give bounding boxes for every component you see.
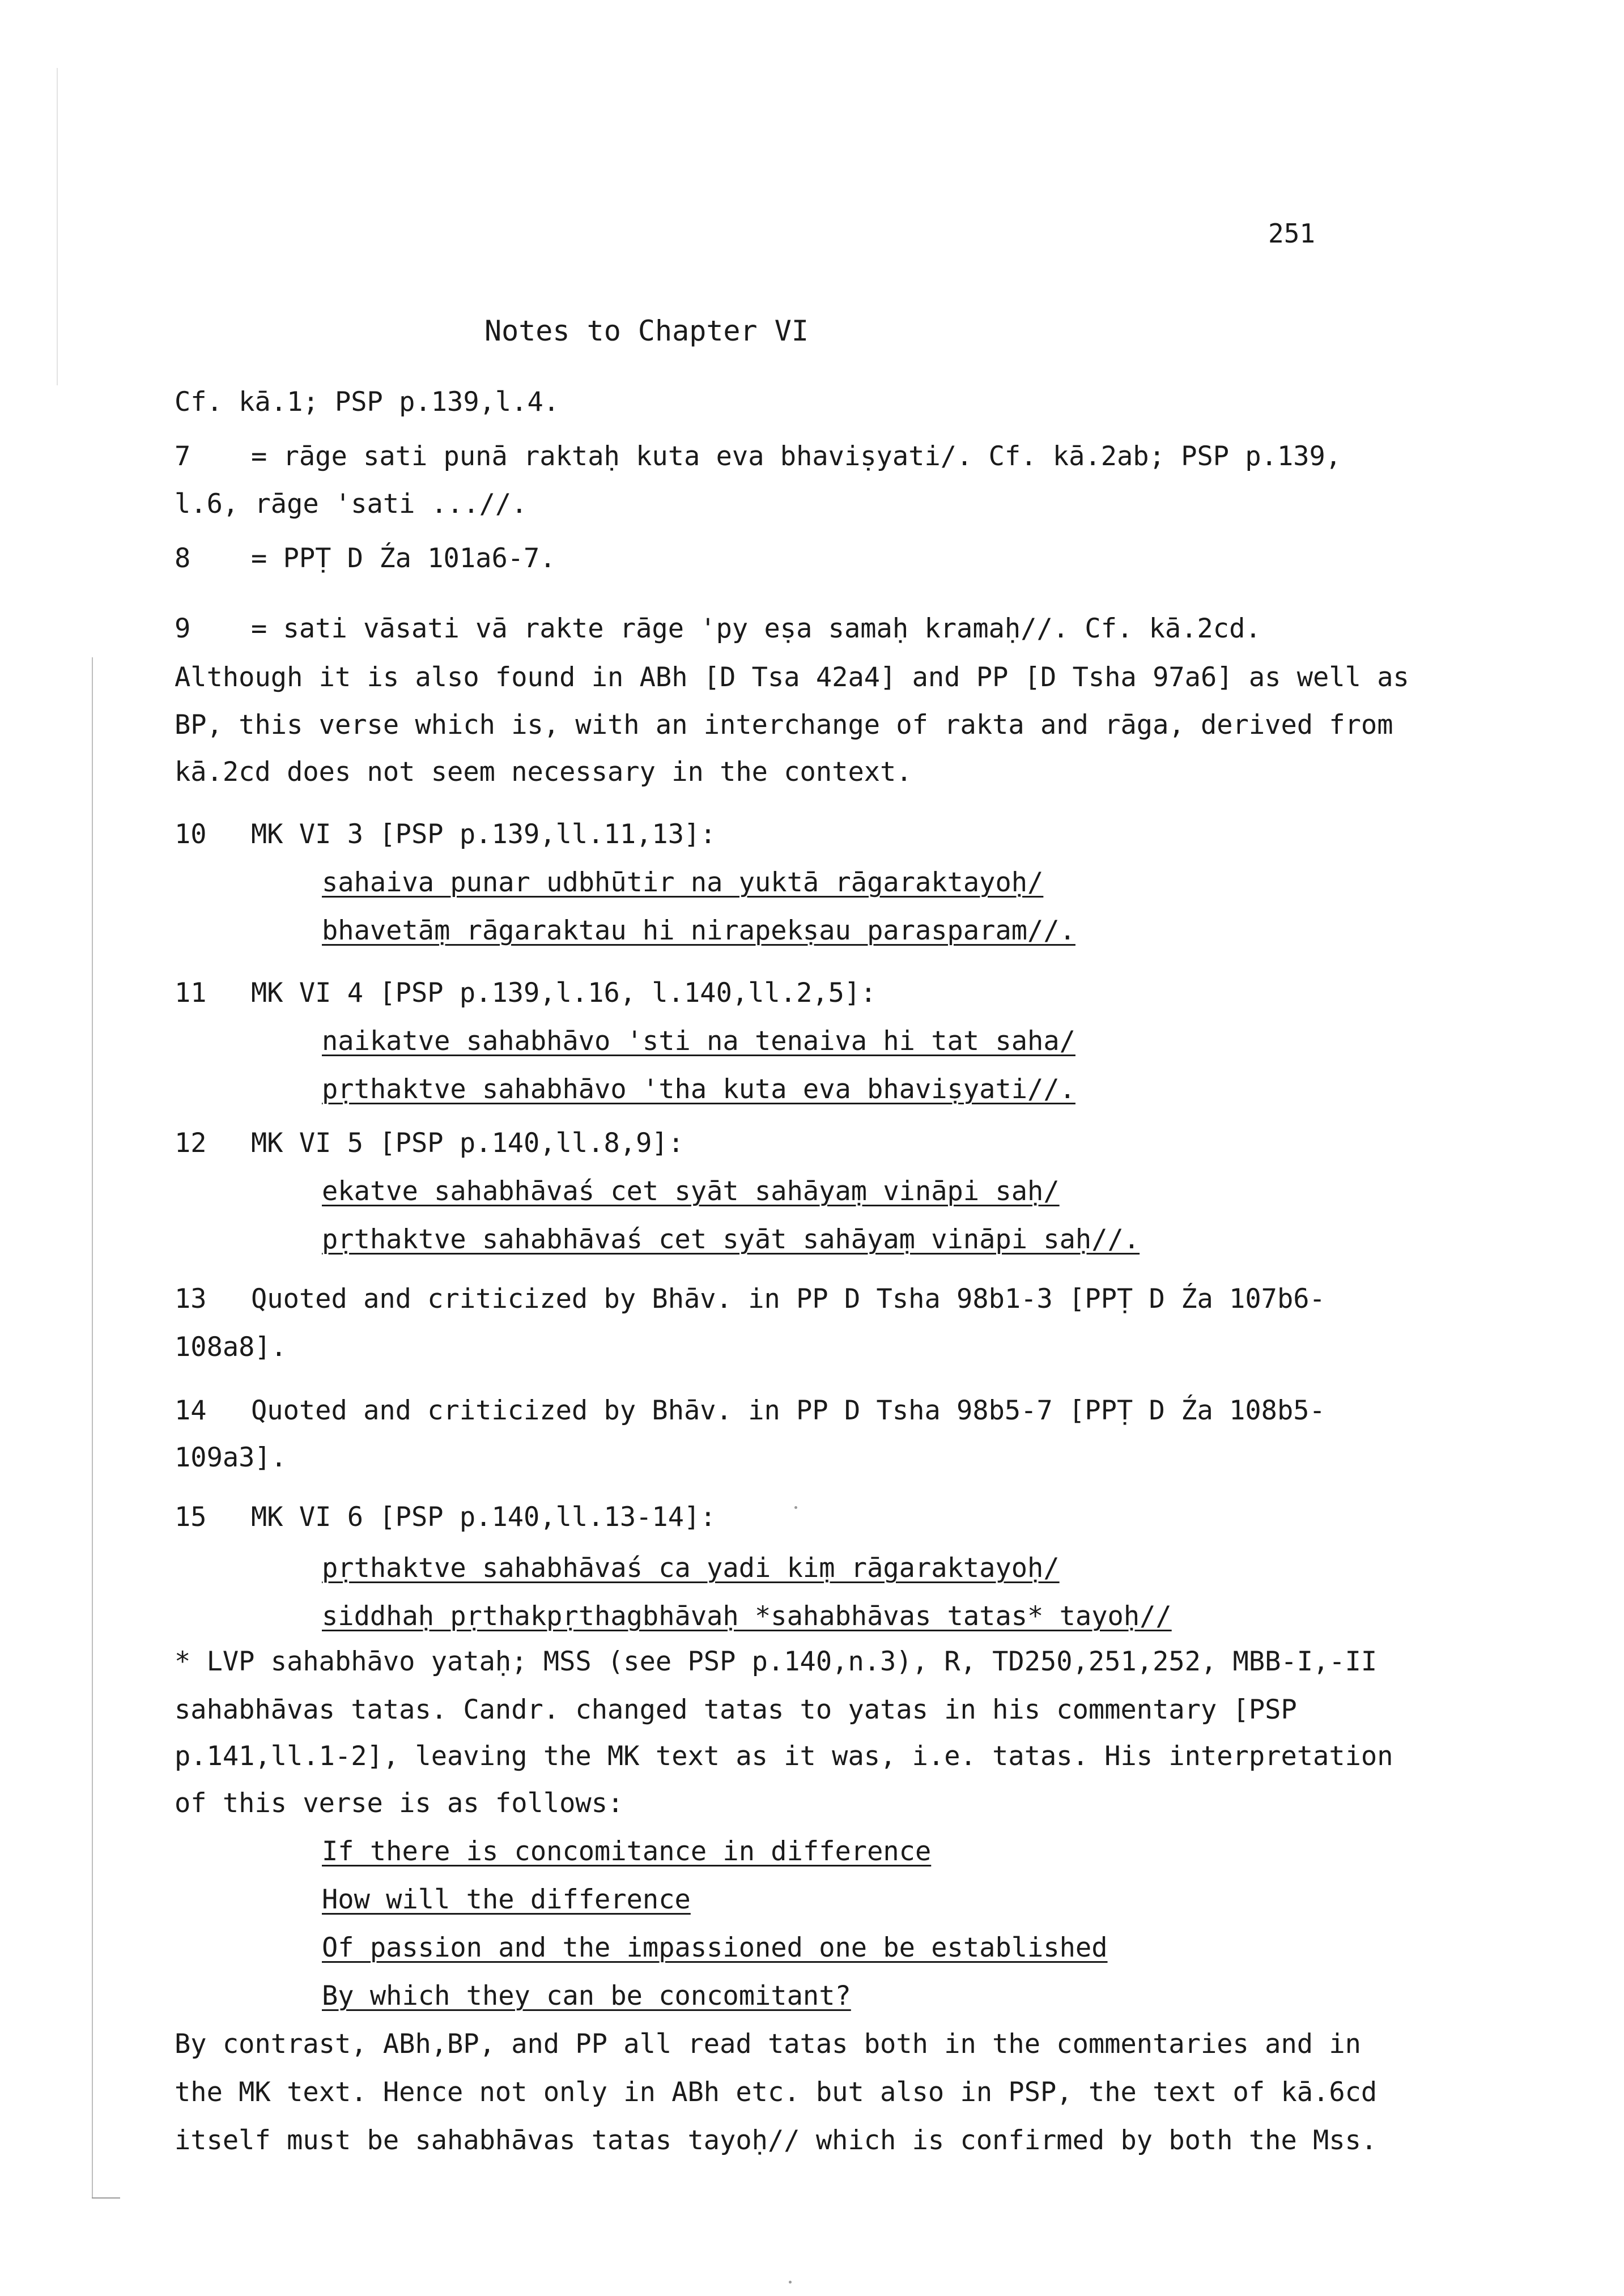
note-line-numbered	[175, 819, 716, 850]
line-text: = rāge sati punā raktaḥ kuta eva bhaviṣyati/. Cf. kā.2ab; PSP p.139,	[251, 441, 1342, 472]
line-text: If there is concomitance in difference	[322, 1836, 932, 1867]
note-line-numbered	[175, 1128, 684, 1159]
note-number: 11	[175, 977, 207, 1009]
verse-line	[322, 1836, 931, 1867]
verse-line	[322, 1074, 1075, 1105]
note-line	[175, 386, 559, 418]
note-line-numbered	[175, 543, 556, 574]
line-text: sahabhāvas tatas. Candr. changed tatas to yatas in his commentary [PSP	[175, 1694, 1297, 1725]
line-text: MK VI 6 [PSP p.140,ll.13-14]:	[251, 1502, 716, 1533]
verse-line	[322, 1601, 1172, 1632]
verse-line	[322, 1026, 1075, 1057]
line-text: of this verse is as follows:	[175, 1788, 624, 1819]
line-text: Of passion and the impassioned one be established	[322, 1932, 1108, 1963]
line-text: * LVP sahabhāvo yataḥ; MSS (see PSP p.140,n.3), R, TD250,251,252, MBB-I,-II	[175, 1646, 1378, 1677]
note-line	[175, 1646, 1377, 1677]
line-text: Although it is also found in ABh [D Tsa 42a4] and PP [D Tsha 97a6] as well as	[175, 662, 1409, 693]
verse-line	[322, 1932, 1108, 1963]
note-line	[175, 2125, 1377, 2156]
line-text: MK VI 3 [PSP p.139,ll.11,13]:	[251, 819, 716, 850]
note-line	[175, 1694, 1297, 1725]
line-text: BP, this verse which is, with an interchange of rakta and rāga, derived from	[175, 709, 1393, 741]
note-line	[175, 756, 912, 788]
note-line-numbered	[175, 613, 1261, 644]
note-line	[175, 709, 1393, 741]
scan-margin-shadow	[57, 68, 58, 385]
note-line	[175, 2029, 1361, 2060]
note-number: 15	[175, 1502, 207, 1533]
line-text: 109a3].	[175, 1442, 287, 1473]
line-text: bhavetāṃ rāgaraktau hi nirapekṣau parasparam//.	[322, 915, 1075, 946]
verse-line	[322, 867, 1043, 898]
note-number: 12	[175, 1128, 207, 1159]
note-number: 7	[175, 441, 191, 472]
line-text: Cf. kā.1; PSP p.139,l.4.	[175, 386, 560, 418]
line-text: By contrast, ABh,BP, and PP all read tatas both in the commentaries and in	[175, 2029, 1361, 2060]
line-text: itself must be sahabhāvas tatas tayoḥ// which is confirmed by both the Mss.	[175, 2125, 1378, 2156]
note-line	[175, 1332, 287, 1363]
line-text: pṛthaktve sahabhāvo 'tha kuta eva bhaviṣyati//.	[322, 1074, 1075, 1105]
line-text: naikatve sahabhāvo 'sti na tenaiva hi tat saha/	[322, 1026, 1075, 1057]
note-line	[175, 662, 1409, 693]
note-line-numbered	[175, 1283, 1325, 1315]
verse-line	[322, 1980, 851, 2012]
note-number: 8	[175, 543, 191, 574]
line-text: sahaiva punar udbhūtir na yuktā rāgaraktayoḥ/	[322, 867, 1044, 898]
line-text: 108a8].	[175, 1332, 287, 1363]
line-text: kā.2cd does not seem necessary in the context.	[175, 756, 912, 788]
note-number: 13	[175, 1283, 207, 1315]
note-line	[175, 1788, 623, 1819]
scan-corner-mark	[92, 2197, 120, 2199]
line-text: l.6, rāge 'sati ...//.	[175, 488, 528, 520]
line-text: p.141,ll.1-2], leaving the MK text as it was, i.e. tatas. His interpretation	[175, 1741, 1393, 1772]
note-number: 14	[175, 1395, 207, 1426]
page-number: 251	[1268, 218, 1316, 249]
verse-line	[322, 915, 1075, 946]
verse-line	[322, 1553, 1060, 1584]
line-text: the MK text. Hence not only in ABh etc. but also in PSP, the text of kā.6cd	[175, 2077, 1378, 2108]
scan-speck	[789, 2281, 792, 2284]
note-line-numbered	[175, 1395, 1325, 1426]
verse-line	[322, 1884, 691, 1915]
note-line-numbered	[175, 977, 877, 1009]
line-text: = sati vāsati vā rakte rāge 'py eṣa samaḥ kramaḥ//. Cf. kā.2cd.	[251, 613, 1261, 644]
line-text: By which they can be concomitant?	[322, 1980, 851, 2012]
note-line-numbered	[175, 1502, 716, 1533]
verse-line	[322, 1224, 1140, 1255]
line-text: How will the difference	[322, 1884, 691, 1915]
note-line	[175, 1741, 1393, 1772]
line-text: ekatve sahabhāvaś cet syāt sahāyaṃ vināpi saḥ/	[322, 1176, 1060, 1207]
note-number: 9	[175, 613, 191, 644]
scan-speck	[794, 1506, 797, 1509]
line-text: siddhaḥ pṛthakpṛthagbhāvaḥ *sahabhāvas tatas* tayoḥ//	[322, 1601, 1172, 1632]
line-text: MK VI 4 [PSP p.139,l.16, l.140,ll.2,5]:	[251, 977, 877, 1009]
note-line-numbered	[175, 441, 1341, 472]
line-text: MK VI 5 [PSP p.140,ll.8,9]:	[251, 1128, 685, 1159]
line-text: Quoted and criticized by Bhāv. in PP D Tsha 98b1-3 [PPṬ D Źa 107b6-	[251, 1283, 1325, 1315]
line-text: pṛthaktve sahabhāvaś cet syāt sahāyaṃ vināpi saḥ//.	[322, 1224, 1140, 1255]
note-line	[175, 2077, 1377, 2108]
note-line	[175, 1442, 287, 1473]
verse-line	[322, 1176, 1060, 1207]
line-text: = PPṬ D Źa 101a6-7.	[251, 543, 556, 574]
line-text: pṛthaktve sahabhāvaś ca yadi kiṃ rāgaraktayoḥ/	[322, 1553, 1060, 1584]
line-text: Quoted and criticized by Bhāv. in PP D Tsha 98b5-7 [PPṬ D Źa 108b5-	[251, 1395, 1325, 1426]
note-line	[175, 488, 528, 520]
scan-margin-line	[92, 657, 93, 2199]
chapter-notes-title: Notes to Chapter VI	[484, 314, 809, 347]
note-number: 10	[175, 819, 207, 850]
